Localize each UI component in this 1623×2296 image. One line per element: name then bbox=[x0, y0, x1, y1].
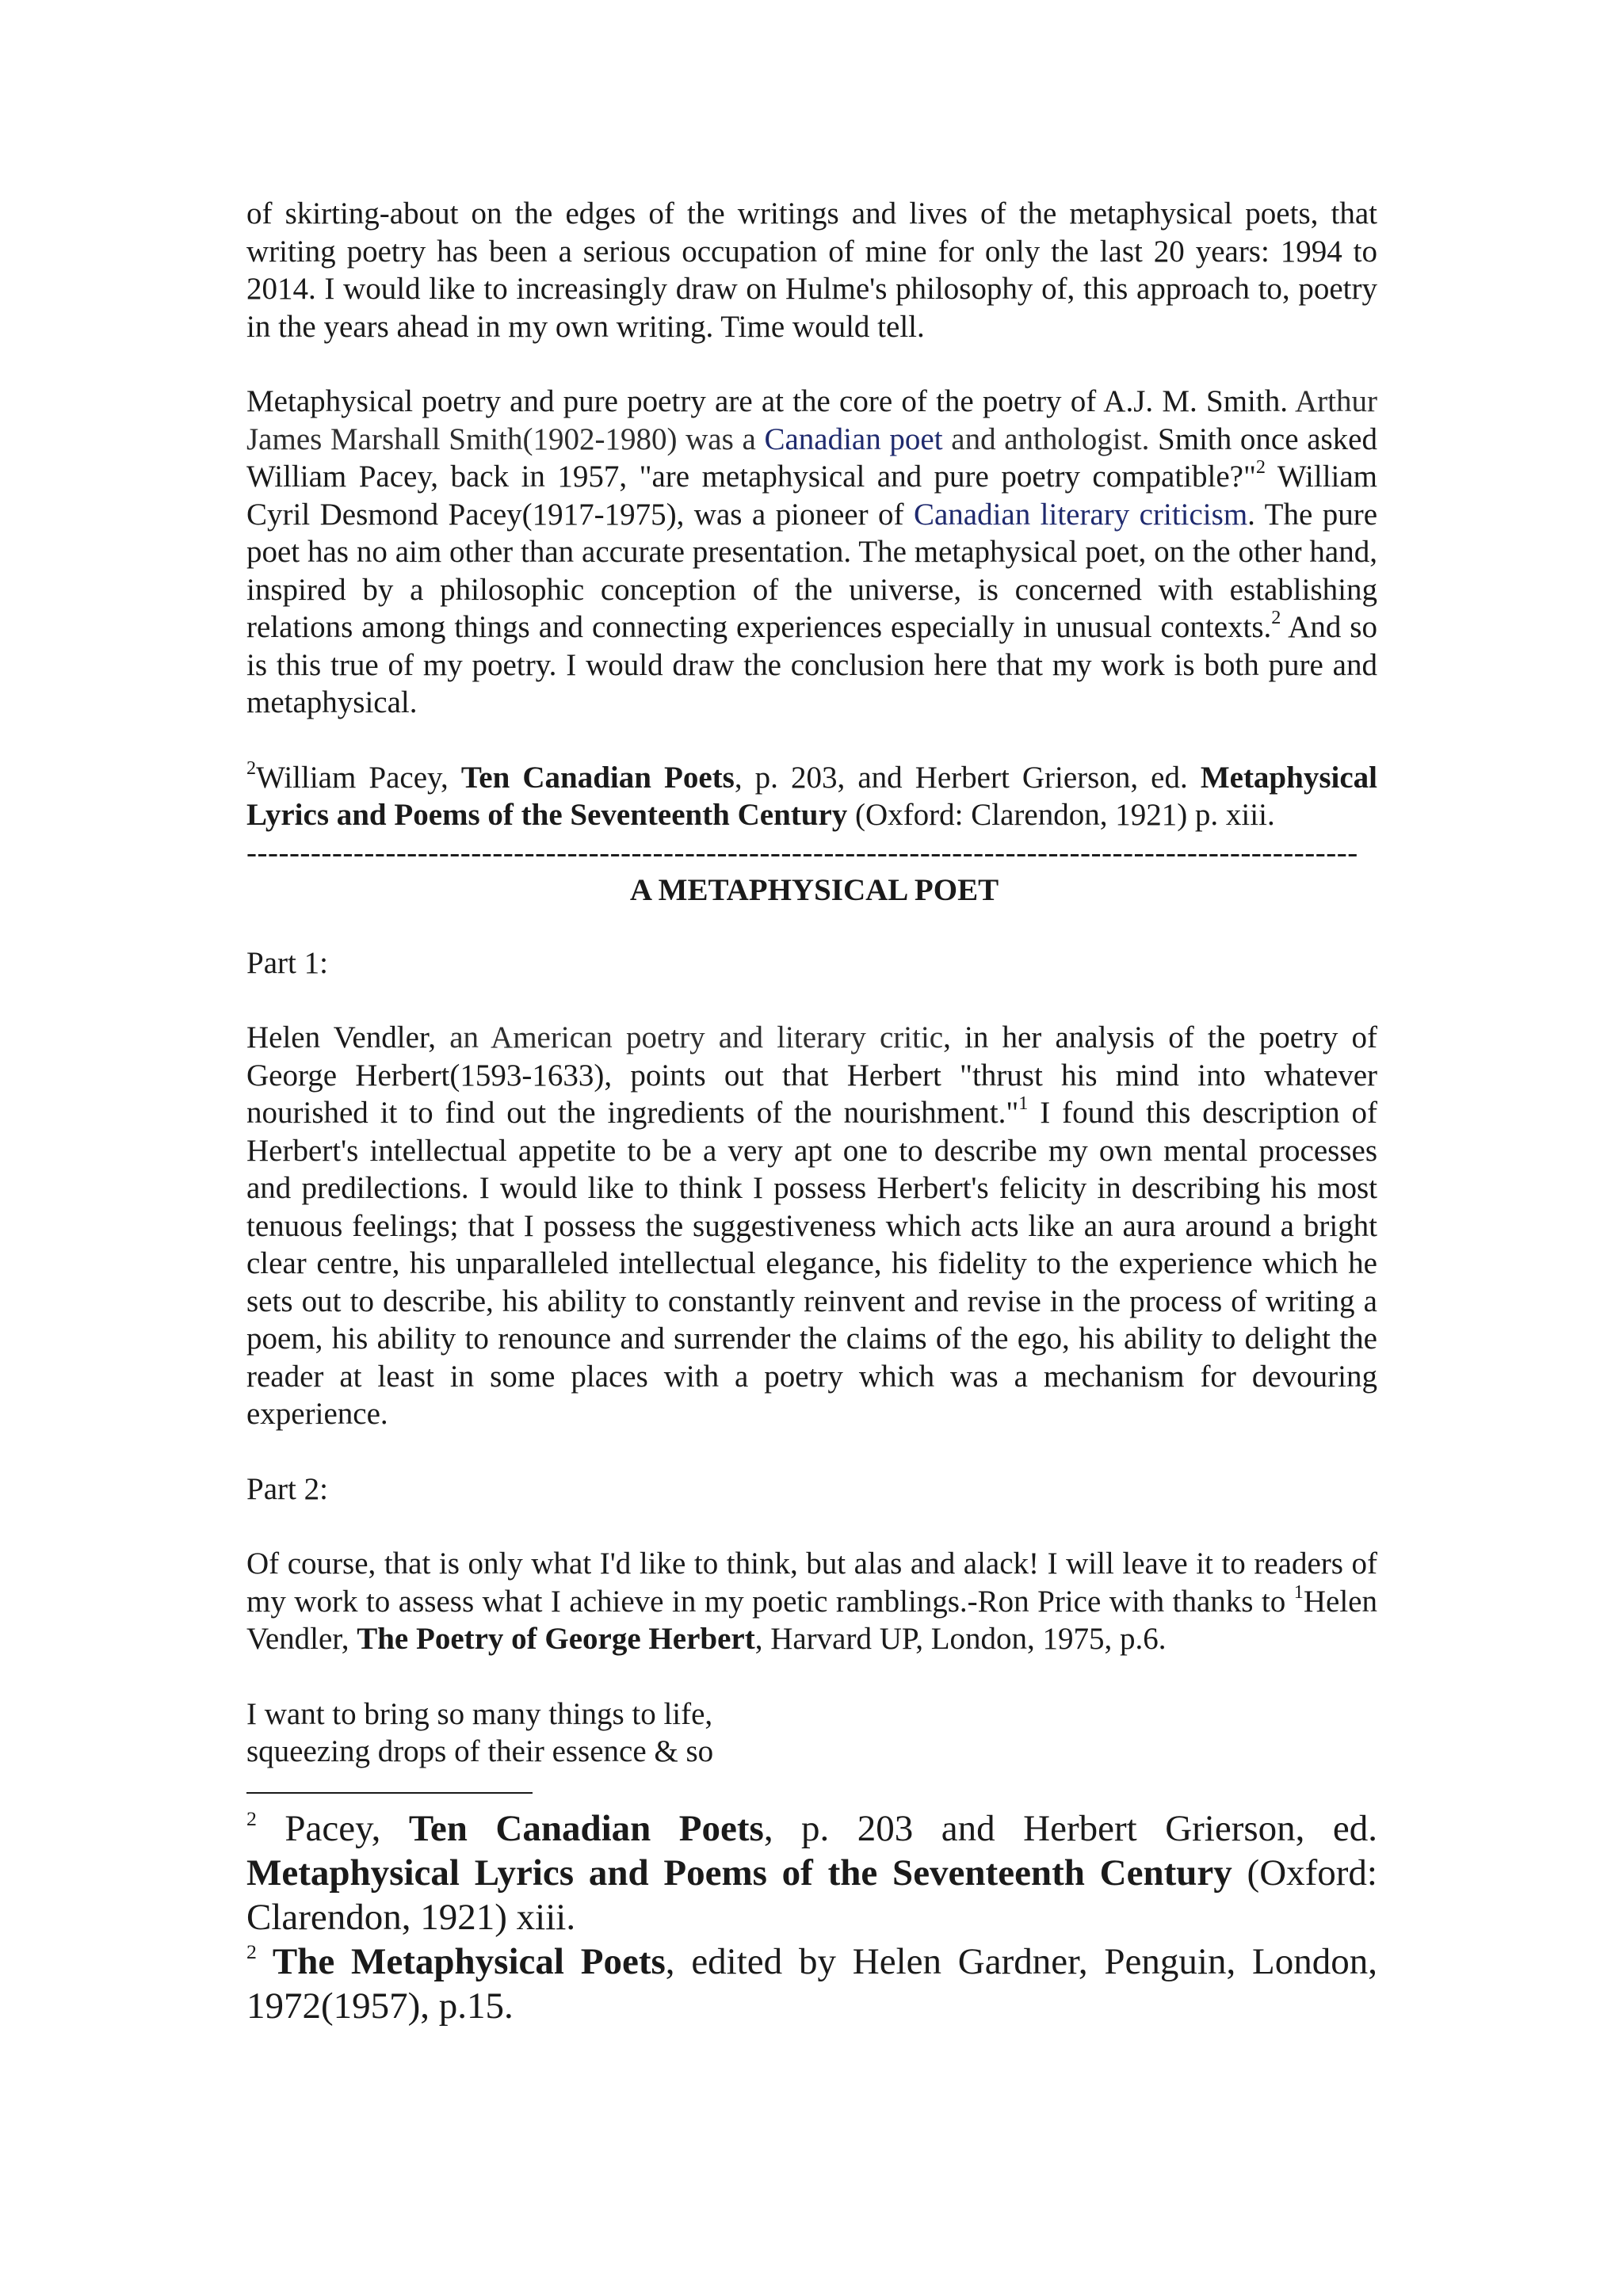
part-2-label: Part 2: bbox=[246, 1471, 328, 1506]
link-canadian-poet[interactable]: Canadian poet bbox=[764, 421, 943, 456]
footnote-marker: 2 bbox=[246, 757, 257, 779]
footnote-number: 2 bbox=[246, 1807, 257, 1831]
poem-line: squeezing drops of their essence & so bbox=[246, 1734, 714, 1768]
body-paragraph-3: Helen Vendler, an American poetry and literary critic, in her analysis of the poetry of George Herbert(1593-1633), points out that Herbert "thrust his mind into whatever nourished it to find out the ingredients of the nourishment."$^1$ I found this description of Herbert's intellectual appetite to be a very apt one to describe my own mental processes and predilections. I would like to think I possess Herbert's felicity in describing his most tenuous feelings; that I possess the suggestiveness which acts like an aura around a bright clear centre, his unparalleled intellectual elegance, his fidelity to the experience which he sets out to describe, his ability to constantly reinvent and revise in the process of writing a poem, his ability to renounce and surrender the claims of the ego, his ability to delight the reader at least in some places with a poetry which was a mechanism for devouring experience. bbox=[246, 1020, 1378, 1431]
part-1-label: Part 1: bbox=[246, 945, 328, 980]
book-title: Ten Canadian Poets bbox=[460, 760, 735, 795]
footnote-separator bbox=[246, 1792, 533, 1794]
footnote-marker: 1 bbox=[1293, 1581, 1304, 1603]
book-title: The Poetry of George Herbert bbox=[357, 1622, 755, 1656]
body-paragraph-4: Of course, that is only what I'd like to think, but alas and alack! I will leave it to readers of my work to assess what I achieve in my poetic ramblings.-Ron Price with thanks to $^1$Helen Vendler, The Poetry of George Herbert, Harvard UP, London, 1975, p.6. bbox=[246, 1547, 1377, 1656]
footnote-2: $^2$ The Metaphysical Poets, edited by Helen Gardner, Penguin, London, 1972(1957), p.15. bbox=[246, 1940, 1377, 2027]
poem-excerpt bbox=[246, 1695, 1377, 1771]
link-canadian-literary-criticism[interactable]: Canadian literary criticism bbox=[913, 497, 1248, 532]
footnotes bbox=[246, 1806, 1377, 2028]
body-paragraph-2: Metaphysical poetry and pure poetry are at the core of the poetry of A.J. M. Smith. Arthur James Marshall Smith(1902-1980) was a Canadian poet and anthologist. Smith once asked William Pacey, back in 1957, "are metaphysical and pure poetry compatible?"$^2$ William Cyril Desmond Pacey(1917-1975), was a pioneer of Canadian literary criticism. The pure poet has no aim other than accurate presentation. The metaphysical poet, on the other hand, inspired by a philosophic conception of the universe, is concerned with establishing relations among things and connecting experiences especially in unusual contexts.$^2$ And so is this true of my poetry. I would draw the conclusion here that my work is both pure and metaphysical. bbox=[246, 384, 1378, 719]
footnote-ref[interactable]: 1 bbox=[1018, 1093, 1029, 1115]
body-paragraph-1: of skirting-about on the edges of the writings and lives of the metaphysical poets, that writing poetry has been a serious occupation of mine for only the last 20 years: 1994 to 2014. I would like to increasingly draw on Hulme's philosophy of, this approach to, poetry in the years ahead in my own writing. Time would tell. bbox=[246, 196, 1377, 344]
book-title: The Metaphysical Poets bbox=[256, 1940, 666, 1982]
book-title: Metaphysical Lyrics and Poems of the Seventeenth Century bbox=[246, 760, 1377, 832]
reference-note: $^2$William Pacey, Ten Canadian Poets, p. 203, and Herbert Grierson, ed. Metaphysical Lyrics and Poems of the Seventeenth Century (Oxford: Clarendon, 1921) p. xiii. bbox=[246, 757, 1377, 832]
footnote-number: 2 bbox=[246, 1940, 257, 1964]
book-title: Ten Canadian Poets bbox=[408, 1807, 764, 1849]
document-page bbox=[246, 195, 1377, 2028]
footnote-ref[interactable]: 2 bbox=[1255, 456, 1266, 479]
section-heading: A METAPHYSICAL POET bbox=[629, 873, 999, 907]
footnote-1: $^2$ Pacey, Ten Canadian Poets, p. 203 and Herbert Grierson, ed. Metaphysical Lyrics and Poems of the Seventeenth Century (Oxford: Clarendon, 1921) xiii. bbox=[246, 1807, 1378, 1938]
poem-line: I want to bring so many things to life, bbox=[246, 1696, 713, 1731]
dashed-divider: -------------------------------------------------------------------------------------------------------- bbox=[246, 835, 1358, 870]
book-title: Metaphysical Lyrics and Poems of the Seventeenth Century bbox=[246, 1852, 1232, 1894]
footnote-ref[interactable]: 2 bbox=[1271, 607, 1281, 629]
